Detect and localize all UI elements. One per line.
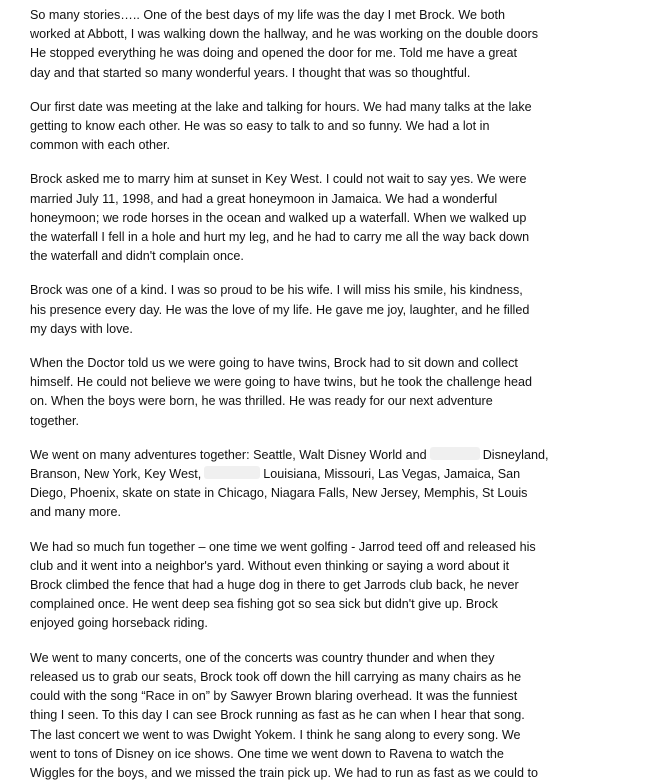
text-line: on. When the boys were born, he was thrilled. He was ready for our next adventure [30, 394, 493, 409]
text-line: The last concert we went to was Dwight Yokem. I think he sang along to every song. We [30, 727, 521, 742]
text-line: my days with love. [30, 321, 133, 336]
text-line: went to tons of Disney on ice shows. One time we went down to Ravena to watch the [30, 746, 504, 761]
text-line: Brock climbed the fence that had a huge dog in there to get Jarrods club back, he never [30, 578, 519, 593]
text-line: Brock was one of a kind. I was so proud to be his wife. I will miss his smile, his kindness, [30, 283, 523, 298]
text-line: getting to know each other. He was so easy to talk to and so funny. We had a lot in [30, 119, 490, 134]
text-line: released us to grab our seats, Brock took off down the hill carrying as many chairs as he [30, 669, 522, 684]
text-line: Diego, Phoenix, skate on state in Chicago, Niagara Falls, New Jersey, Memphis, St Louis [30, 486, 528, 501]
text-line: the waterfall I fell in a hole and hurt my leg, and he had to carry me all the way back down [30, 230, 530, 245]
text-line: could with the song “Race in on” by Sawyer Brown blaring overhead. It was the funniest [30, 689, 518, 704]
text-line: day and that started so many wonderful years. I thought that was so thoughtful. [30, 65, 471, 80]
paragraph-twins [30, 354, 635, 431]
paragraph-adventures [30, 446, 635, 523]
text-line: thing I seen. To this day I can see Brock running as fast as he can when I hear that song. [30, 708, 525, 723]
text-line: his presence every day. He was the love of my life. He gave me joy, laughter, and he filled [30, 302, 530, 317]
text-line: We went to many concerts, one of the concerts was country thunder and when they [30, 650, 495, 665]
text-line [30, 446, 635, 465]
text-line: married July 11, 1998, and had a great honeymoon in Jamaica. We had a wonderful [30, 191, 498, 206]
text-segment: Louisiana, Missouri, Las Vegas, Jamaica, San [263, 467, 521, 482]
text-line: common with each other. [30, 138, 171, 153]
text-segment: Branson, New York, Key West, [30, 467, 202, 482]
text-line: club and it went into a neighbor's yard. Without even thinking or saying a word about it [30, 558, 510, 573]
text-line: and many more. [30, 505, 121, 520]
paragraph-first-meeting [30, 6, 635, 83]
paragraph-proposal [30, 170, 635, 266]
text-line: Our first date was meeting at the lake and talking for hours. We had many talks at the lake [30, 99, 532, 114]
redaction-block [204, 466, 260, 479]
text-line: himself. He could not believe we were going to have twins, but he took the challenge head [30, 375, 532, 390]
text-line [30, 465, 635, 484]
text-line: enjoyed going horseback riding. [30, 616, 208, 631]
paragraph-concerts [30, 649, 635, 783]
paragraph-golfing [30, 538, 635, 634]
text-segment: Disneyland, [482, 447, 549, 462]
redaction-block [430, 447, 480, 460]
paragraph-first-date [30, 98, 635, 156]
text-line: honeymoon; we rode horses in the ocean and walked up a waterfall. When we walked up [30, 210, 527, 225]
text-line: When the Doctor told us we were going to have twins, Brock had to sit down and collect [30, 356, 518, 371]
text-line: Wiggles for the boys, and we missed the train pick up. We had to run as fast as we could to [30, 765, 538, 780]
text-line: together. [30, 413, 80, 428]
text-line: Brock asked me to marry him at sunset in Key West. I could not wait to say yes. We were [30, 172, 527, 187]
text-line: the waterfall and didn't complain once. [30, 249, 244, 264]
text-line: complained once. He went deep sea fishing got so sea sick but didn't give up. Brock [30, 597, 498, 612]
text-line: We had so much fun together – one time we went golfing - Jarrod teed off and released his [30, 539, 536, 554]
paragraph-one-of-a-kind [30, 281, 635, 339]
text-line: worked at Abbott, I was walking down the hallway, and he was working on the double doors [30, 27, 539, 42]
text-line: So many stories….. One of the best days of my life was the day I met Brock. We both [30, 8, 506, 22]
text-line: He stopped everything he was doing and opened the door for me. Told me have a great [30, 46, 518, 61]
text-segment: We went on many adventures together: Seattle, Walt Disney World and [30, 447, 427, 462]
